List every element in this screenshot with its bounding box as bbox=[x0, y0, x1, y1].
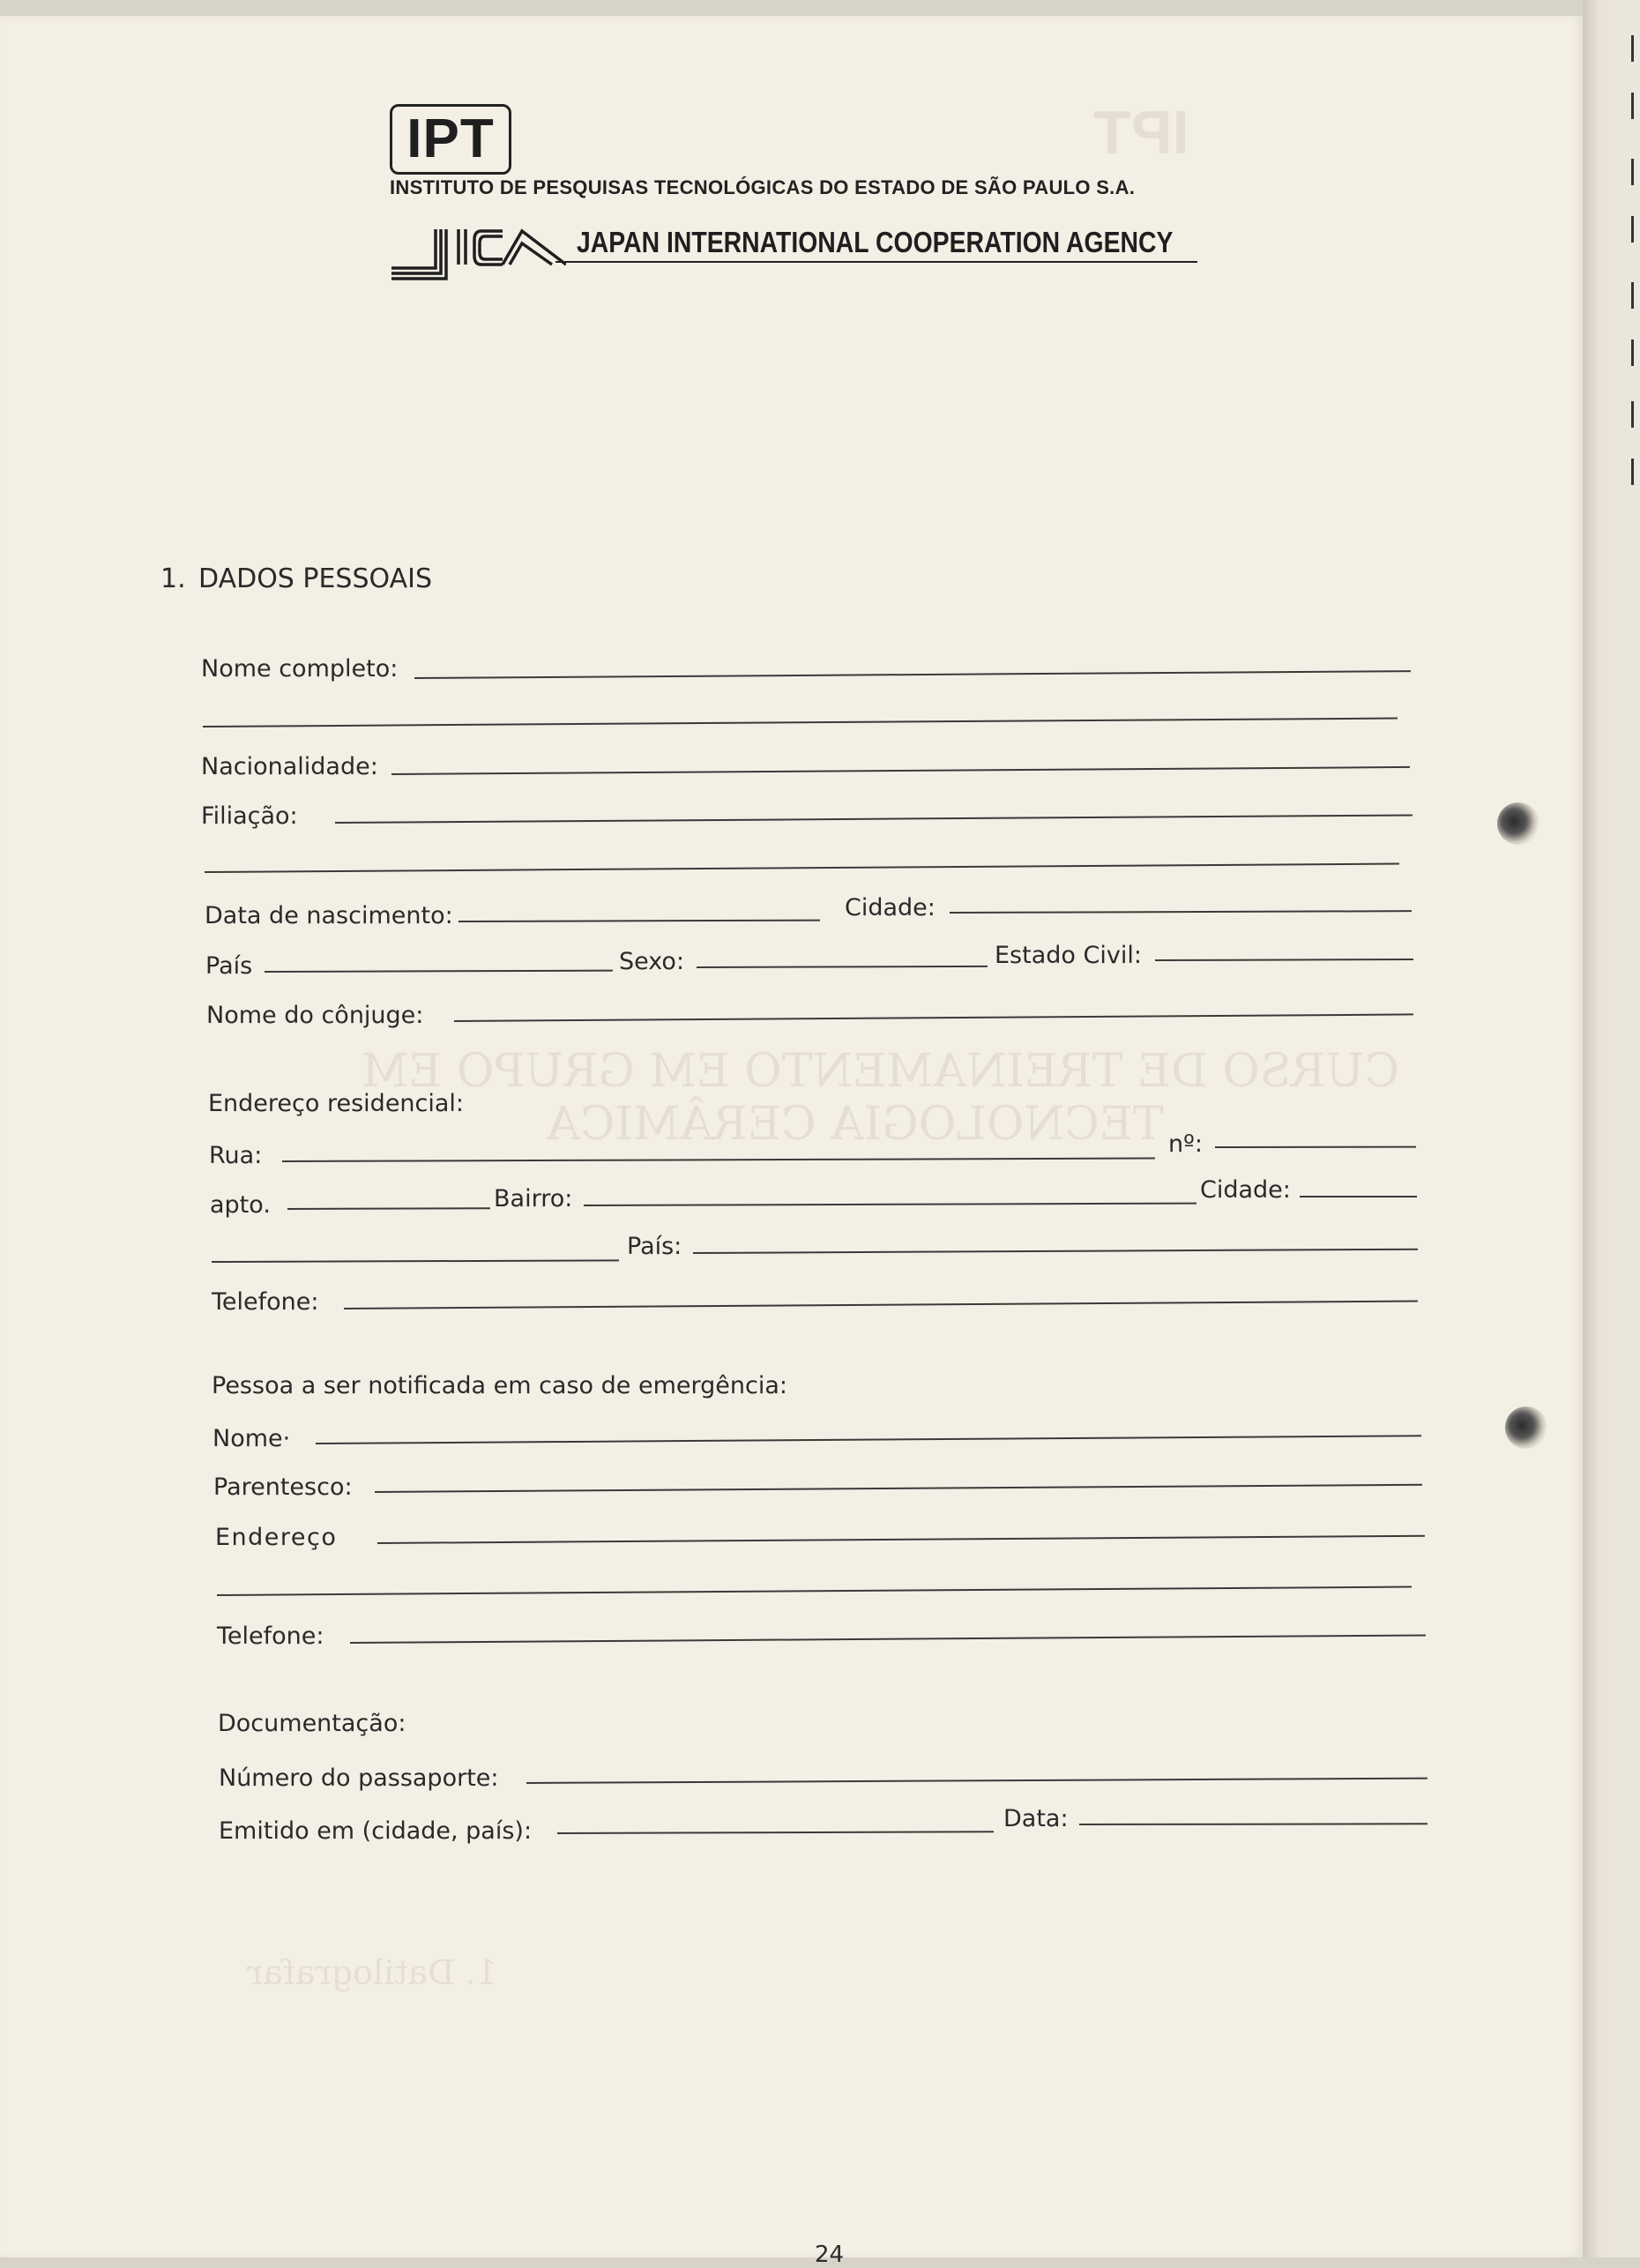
page-number: 24 bbox=[815, 2242, 845, 2268]
page-edge bbox=[1583, 0, 1640, 2257]
label-nome: Nome· bbox=[212, 1425, 291, 1452]
label-documentacao: Documentação: bbox=[218, 1710, 406, 1737]
label-parentesco: Parentesco: bbox=[213, 1473, 353, 1501]
edge-mark bbox=[1631, 159, 1634, 185]
jica-name: JAPAN INTERNATIONAL COOPERATION AGENCY bbox=[577, 226, 1174, 258]
edge-mark bbox=[1631, 339, 1634, 366]
field-line-cidade-endereco[interactable] bbox=[1300, 1196, 1417, 1197]
header-rule bbox=[555, 261, 1197, 263]
label-emergencia: Pessoa a ser notificada em caso de emergência: bbox=[212, 1372, 787, 1399]
label-nome-conjuge: Nome do cônjuge: bbox=[206, 1002, 424, 1029]
label-nome-completo: Nome completo: bbox=[201, 655, 399, 683]
edge-mark bbox=[1631, 459, 1634, 485]
label-apto: apto. bbox=[210, 1191, 271, 1219]
field-line-numero[interactable] bbox=[1215, 1146, 1416, 1148]
label-numero: nº: bbox=[1168, 1130, 1203, 1158]
institute-name: INSTITUTO DE PESQUISAS TECNOLÓGICAS DO ESTADO DE SÃO PAULO S.A. bbox=[390, 176, 1136, 198]
document-page bbox=[0, 16, 1583, 2257]
punch-hole bbox=[1505, 1406, 1547, 1449]
label-telefone: Telefone: bbox=[212, 1288, 319, 1316]
edge-mark bbox=[1631, 282, 1634, 309]
section-title: DADOS PESSOAIS bbox=[198, 563, 433, 594]
edge-mark bbox=[1631, 216, 1634, 242]
label-passaporte: Número do passaporte: bbox=[219, 1764, 499, 1792]
label-telefone-emergencia: Telefone: bbox=[217, 1623, 324, 1650]
label-endereco-residencial: Endereço residencial: bbox=[208, 1090, 465, 1117]
punch-hole bbox=[1497, 802, 1539, 845]
section-number: 1. bbox=[160, 563, 186, 594]
label-data: Data: bbox=[1003, 1805, 1069, 1832]
label-nacionalidade: Nacionalidade: bbox=[201, 753, 378, 780]
ipt-logo bbox=[390, 104, 511, 175]
edge-mark bbox=[1631, 401, 1634, 428]
label-data-nascimento: Data de nascimento: bbox=[205, 902, 453, 929]
ipt-logo-text: IPT bbox=[406, 108, 495, 169]
label-pais-endereco: País: bbox=[627, 1233, 682, 1260]
edge-mark bbox=[1631, 35, 1634, 62]
jica-logo-icon bbox=[390, 224, 566, 286]
label-endereco: Endereço bbox=[215, 1524, 338, 1551]
edge-mark bbox=[1631, 93, 1634, 119]
label-rua: Rua: bbox=[209, 1142, 263, 1169]
label-bairro: Bairro: bbox=[494, 1185, 573, 1212]
label-filiacao: Filiação: bbox=[201, 802, 298, 830]
label-cidade-endereco: Cidade: bbox=[1200, 1176, 1291, 1204]
label-cidade: Cidade: bbox=[845, 894, 936, 921]
label-emitido-em: Emitido em (cidade, país): bbox=[219, 1817, 533, 1845]
label-pais: País bbox=[205, 952, 253, 980]
label-sexo: Sexo: bbox=[619, 948, 685, 975]
label-estado-civil: Estado Civil: bbox=[995, 942, 1142, 969]
